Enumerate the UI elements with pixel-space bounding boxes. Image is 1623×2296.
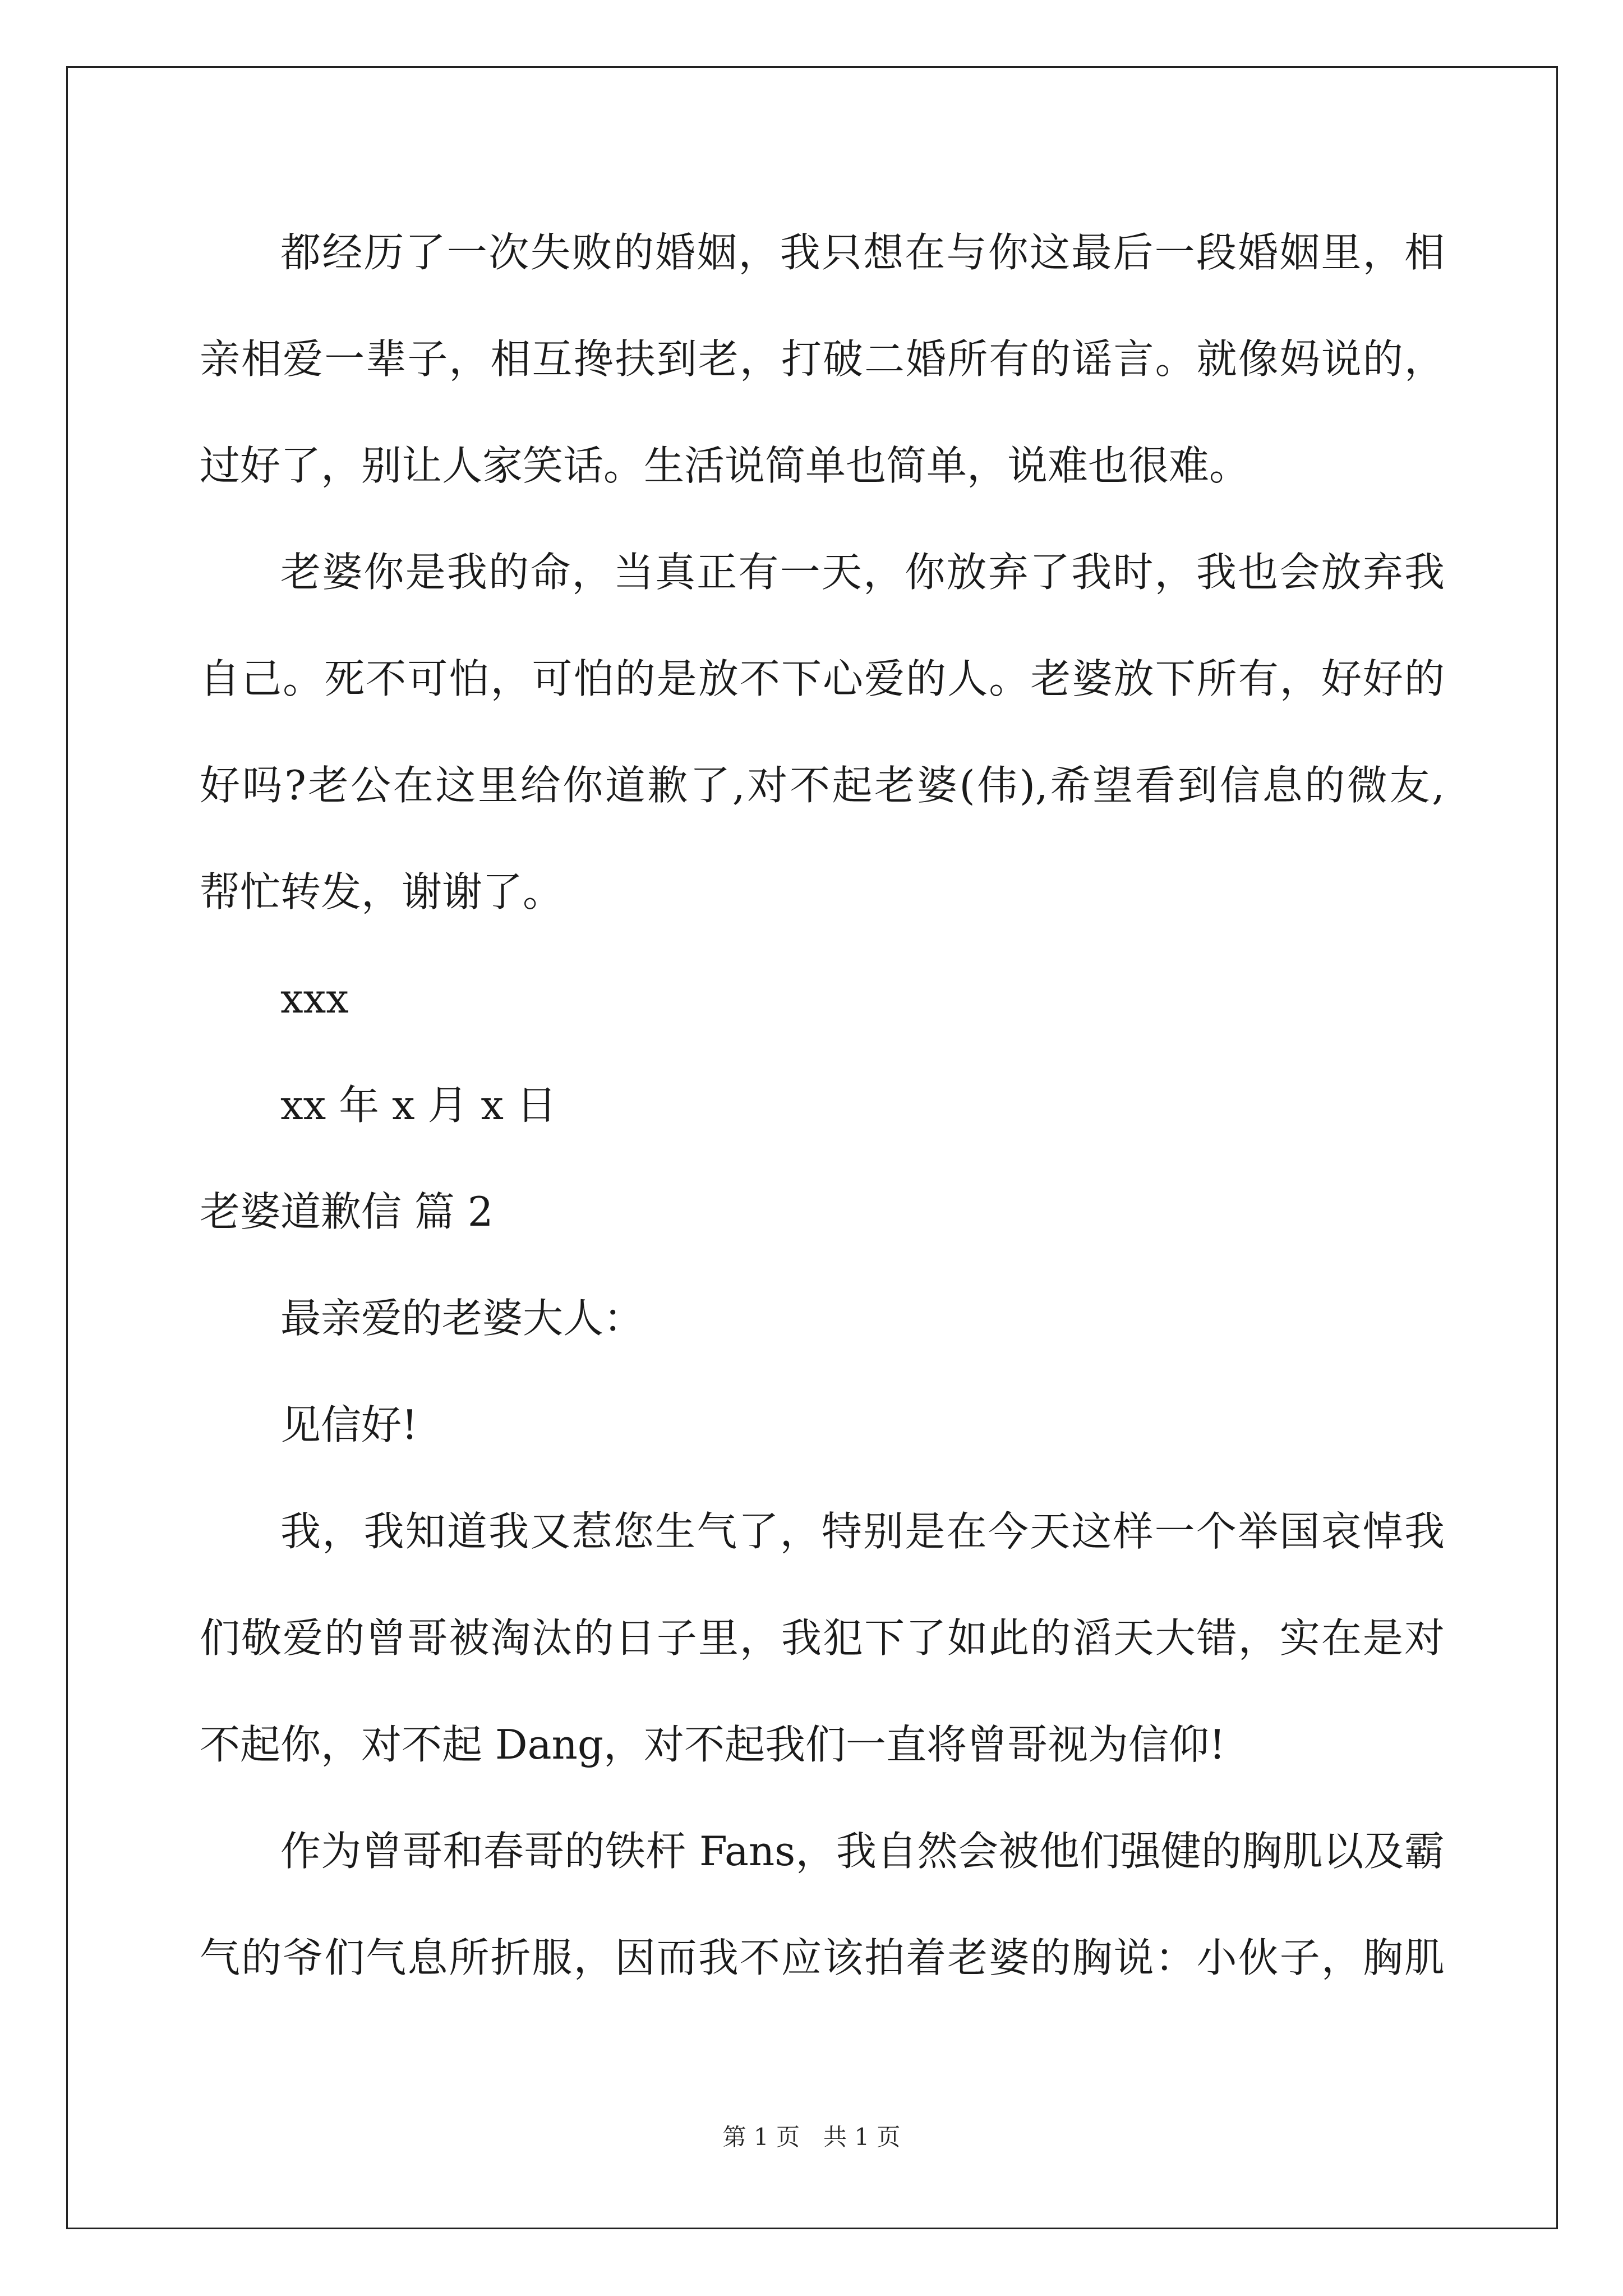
section-heading: 老婆道歉信 篇 2: [200, 1188, 494, 1235]
paragraph-line: 不起你，对不起 Dang，对不起我们一直将曾哥视为信仰!: [200, 1721, 1225, 1768]
paragraph-line: 我，我知道我又惹您生气了，特别是在今天这样一个举国哀悼我: [280, 1508, 1445, 1555]
paragraph-line: 自己。死不可怕，可怕的是放不下心爱的人。老婆放下所有，好好的: [200, 655, 1445, 702]
greeting: 见信好!: [280, 1401, 418, 1448]
paragraph-line: 老婆你是我的命，当真正有一天，你放弃了我时，我也会放弃我: [280, 549, 1445, 596]
paragraph-line: 都经历了一次失败的婚姻，我只想在与你这最后一段婚姻里，相: [280, 229, 1445, 276]
paragraph-line: 们敬爱的曾哥被淘汰的日子里，我犯下了如此的滔天大错，实在是对: [200, 1614, 1445, 1662]
page-number-footer: 第 1 页 共 1 页: [722, 2123, 901, 2151]
signature-name: xxx: [280, 975, 349, 1022]
paragraph-line: 气的爷们气息所折服，因而我不应该拍着老婆的胸说：小伙子，胸肌: [200, 1934, 1445, 1981]
paragraph-line: 好吗?老公在这里给你道歉了,对不起老婆(伟),希望看到信息的微友,: [200, 762, 1445, 809]
signature-date: xx 年 x 月 x 日: [280, 1082, 557, 1129]
page-border: [66, 66, 1558, 2229]
paragraph-line: 亲相爱一辈子，相互搀扶到老，打破二婚所有的谣言。就像妈说的，: [200, 335, 1445, 383]
paragraph-line: 作为曾哥和春哥的铁杆 Fans，我自然会被他们强健的胸肌以及霸: [280, 1828, 1445, 1875]
paragraph-line: 帮忙转发，谢谢了。: [200, 868, 564, 915]
salutation: 最亲爱的老婆大人：: [280, 1295, 644, 1342]
paragraph-line: 过好了，别让人家笑话。生活说简单也简单，说难也很难。: [200, 442, 1250, 489]
